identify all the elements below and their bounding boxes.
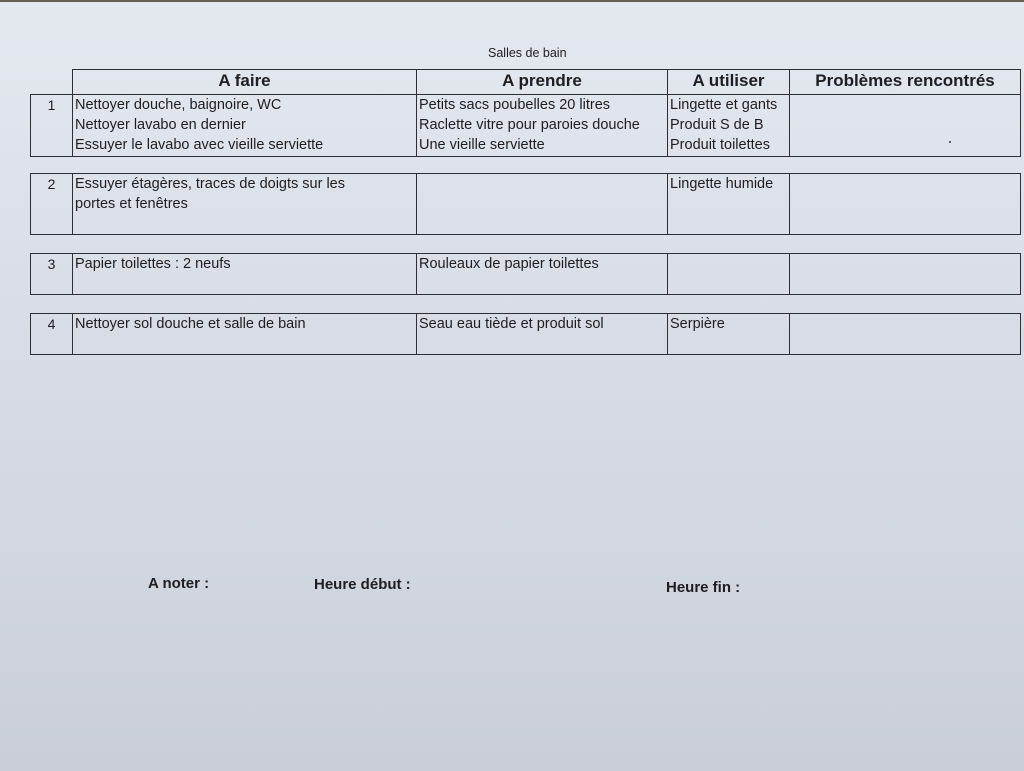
task-line: Papier toilettes : 2 neufs	[75, 256, 231, 272]
heure-fin-label: Heure fin :	[666, 579, 741, 596]
page-title: Salles de bain	[488, 46, 567, 60]
task-a-prendre	[417, 95, 668, 157]
header-a-utiliser: A utiliser	[668, 70, 790, 95]
ink-speck	[949, 141, 951, 143]
task-line: Nettoyer douche, baignoire, WC	[75, 97, 282, 113]
task-problemes	[790, 95, 1021, 157]
task-row	[31, 174, 1021, 235]
header-a-prendre: A prendre	[417, 70, 668, 95]
task-line: Produit S de B	[670, 117, 764, 133]
task-a-prendre	[417, 174, 668, 235]
task-problemes	[790, 314, 1021, 355]
task-line: Essuyer le lavabo avec vieille serviette	[75, 137, 324, 153]
task-table-2	[30, 173, 1021, 235]
task-a-prendre	[417, 314, 668, 355]
header-row	[31, 70, 1021, 95]
task-number: 3	[31, 254, 73, 295]
task-problemes	[790, 174, 1021, 235]
task-line: Serpière	[670, 316, 725, 332]
task-line: Nettoyer sol douche et salle de bain	[75, 316, 306, 332]
task-a-utiliser	[668, 254, 790, 295]
task-problemes	[790, 254, 1021, 295]
task-line: Lingette humide	[670, 176, 774, 192]
task-line: Raclette vitre pour paroies douche	[419, 117, 640, 133]
task-row	[31, 254, 1021, 295]
task-line: Nettoyer lavabo en dernier	[75, 117, 246, 133]
task-line: Rouleaux de papier toilettes	[419, 256, 599, 272]
task-number: 4	[31, 314, 73, 355]
task-line: Produit toilettes	[670, 137, 770, 153]
header-problemes: Problèmes rencontrés	[790, 70, 1021, 95]
task-number: 2	[31, 174, 73, 235]
task-line: Essuyer étagères, traces de doigts sur les	[75, 176, 345, 192]
task-a-utiliser	[668, 95, 790, 157]
a-noter-label: A noter :	[148, 575, 210, 592]
task-a-prendre	[417, 254, 668, 295]
task-a-faire	[73, 254, 417, 295]
photo-top-edge	[0, 0, 1024, 2]
header-blank-cell	[31, 70, 73, 95]
task-a-faire	[73, 314, 417, 355]
header-a-faire: A faire	[73, 70, 417, 95]
task-line: portes et fenêtres	[75, 196, 188, 212]
task-a-faire	[73, 174, 417, 235]
task-line: Petits sacs poubelles 20 litres	[419, 97, 611, 113]
task-a-utiliser	[668, 174, 790, 235]
task-a-utiliser	[668, 314, 790, 355]
task-table-3	[30, 253, 1021, 295]
task-table-4	[30, 313, 1021, 355]
heure-debut-label: Heure début :	[314, 576, 411, 593]
task-a-faire	[73, 95, 417, 157]
task-row	[31, 314, 1021, 355]
task-table-1	[30, 69, 1021, 157]
task-row	[31, 95, 1021, 157]
task-line: Lingette et gants	[670, 97, 778, 113]
task-line: Seau eau tiède et produit sol	[419, 316, 604, 332]
task-line: Une vieille serviette	[419, 137, 545, 153]
task-number: 1	[31, 95, 73, 157]
